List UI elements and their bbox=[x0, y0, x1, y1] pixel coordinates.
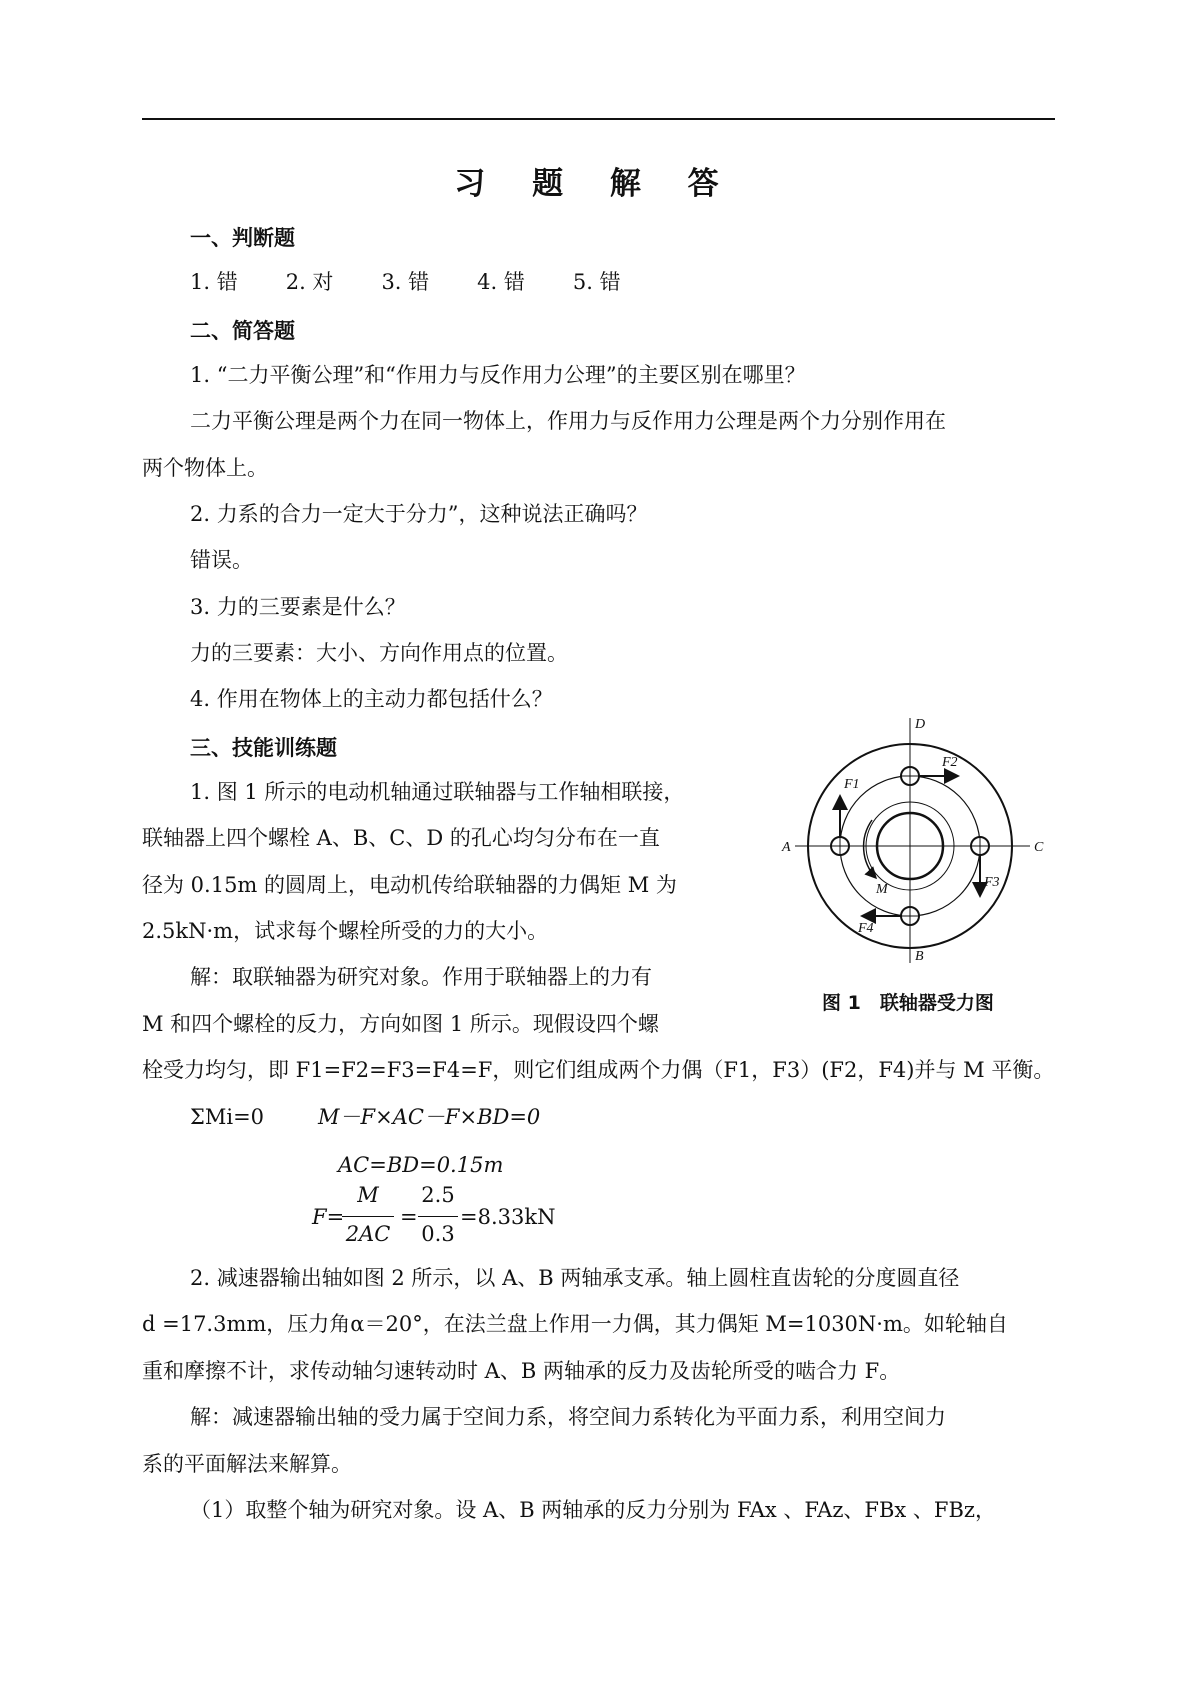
problem-1-line-2: 联轴器上四个螺栓 A、B、C、D 的孔心均匀分布在一直 bbox=[142, 826, 660, 850]
fraction-2-numerator: 2.5 bbox=[421, 1183, 455, 1207]
solution-1-line-1: 解：取联轴器为研究对象。作用于联轴器上的力有 bbox=[190, 965, 652, 989]
answer-2: 2. 对 bbox=[285, 270, 334, 294]
section-heading-short-answer: 二、简答题 bbox=[190, 319, 295, 343]
coupling-force-diagram bbox=[760, 708, 1060, 968]
answer-1-line-2: 两个物体上。 bbox=[142, 456, 268, 480]
judgement-answers bbox=[190, 267, 669, 297]
figure-caption: 图 1 联轴器受力图 bbox=[822, 992, 994, 1014]
label-f2: F2 bbox=[942, 755, 958, 770]
problem-2-line-3: 重和摩擦不计，求传动轴匀速转动时 A、B 两轴承的反力及齿轮所受的啮合力 F。 bbox=[142, 1359, 901, 1383]
label-f3: F3 bbox=[984, 875, 1000, 890]
page-title: 习 题 解 答 bbox=[454, 166, 737, 202]
equation-equals: = bbox=[400, 1205, 418, 1229]
question-2: 2. 力系的合力一定大于分力”，这种说法正确吗？ bbox=[190, 502, 648, 526]
header-rule bbox=[142, 118, 1055, 120]
question-4: 4. 作用在物体上的主动力都包括什么？ bbox=[190, 687, 553, 711]
answer-4: 4. 错 bbox=[477, 270, 525, 294]
solution-2-line-3: （1）取整个轴为研究对象。设 A、B 两轴承的反力分别为 FAx 、FAz、FBx 、FBz， bbox=[190, 1498, 996, 1522]
solution-2-line-2: 系的平面解法来解算。 bbox=[142, 1452, 352, 1476]
equation-distance: AC=BD=0.15m bbox=[338, 1153, 504, 1177]
fraction-2-denominator: 0.3 bbox=[421, 1222, 455, 1246]
problem-1-line-3: 径为 0.15m 的圆周上，电动机传给联轴器的力偶矩 M 为 bbox=[142, 873, 677, 897]
section-heading-skills: 三、技能训练题 bbox=[190, 736, 337, 760]
question-1: 1. “二力平衡公理”和“作用力与反作用力公理”的主要区别在哪里？ bbox=[190, 363, 806, 387]
label-f1: F1 bbox=[844, 777, 860, 792]
problem-2-line-1: 2. 减速器输出轴如图 2 所示，以 A、B 两轴承支承。轴上圆柱直齿轮的分度圆直径 bbox=[190, 1266, 960, 1290]
answer-1: 1. 错 bbox=[190, 270, 238, 294]
solution-1-line-2: M 和四个螺栓的反力，方向如图 1 所示。现假设四个螺 bbox=[142, 1012, 659, 1036]
answer-3: 力的三要素：大小、方向作用点的位置。 bbox=[190, 641, 568, 665]
fraction-1-denominator: 2AC bbox=[345, 1222, 391, 1246]
answer-5: 5. 错 bbox=[572, 270, 621, 294]
label-c: C bbox=[1034, 840, 1044, 855]
fraction-1-numerator: M bbox=[357, 1183, 379, 1207]
fraction-2-bar bbox=[418, 1216, 458, 1217]
solution-1-line-3: 栓受力均匀，即 F1=F2=F3=F4=F，则它们组成两个力偶（F1，F3）(F2，F4)并与 M 平衡。 bbox=[142, 1058, 1055, 1082]
section-heading-judgement: 一、判断题 bbox=[190, 226, 295, 250]
label-a: A bbox=[782, 840, 791, 855]
problem-2-line-2: d =17.3mm，压力角α＝20°，在法兰盘上作用一力偶，其力偶矩 M=1030N·m。如轮轴自 bbox=[142, 1312, 1008, 1336]
answer-2: 错误。 bbox=[190, 548, 253, 572]
equation-sum-moments-right: M－F×AC－F×BD=0 bbox=[318, 1105, 541, 1129]
question-3: 3. 力的三要素是什么？ bbox=[190, 595, 406, 619]
label-f4: F4 bbox=[858, 921, 874, 936]
problem-1-line-1: 1. 图 1 所示的电动机轴通过联轴器与工作轴相联接， bbox=[190, 780, 685, 804]
equation-sum-moments-left: ΣMi=0 bbox=[190, 1105, 265, 1129]
equation-force-label: F= bbox=[312, 1205, 345, 1229]
equation-result: =8.33kN bbox=[460, 1205, 556, 1229]
label-d: D bbox=[915, 717, 926, 732]
label-b: B bbox=[915, 949, 924, 964]
problem-1-line-4: 2.5kN·m，试求每个螺栓所受的力的大小。 bbox=[142, 919, 549, 943]
answer-1-line-1: 二力平衡公理是两个力在同一物体上，作用力与反作用力公理是两个力分别作用在 bbox=[190, 409, 946, 433]
solution-2-line-1: 解：减速器输出轴的受力属于空间力系，将空间力系转化为平面力系，利用空间力 bbox=[190, 1405, 946, 1429]
fraction-1-bar bbox=[342, 1216, 394, 1217]
label-m: M bbox=[876, 882, 888, 897]
answer-3: 3. 错 bbox=[381, 270, 430, 294]
